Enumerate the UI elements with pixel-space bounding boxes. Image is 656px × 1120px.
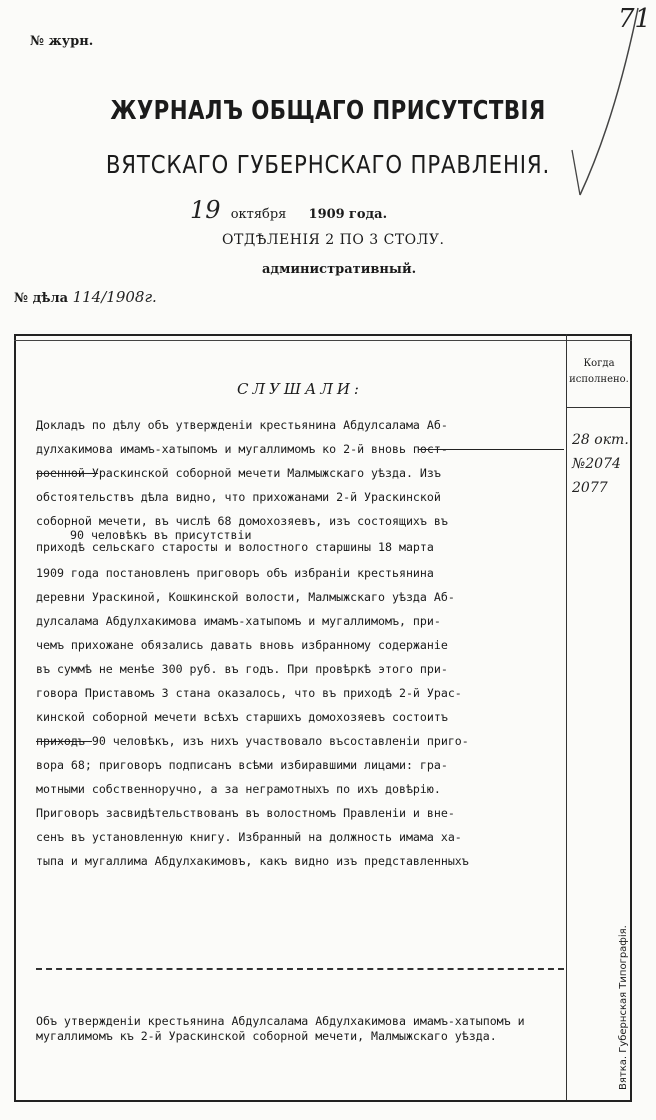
strike-mark	[36, 473, 98, 474]
date-year: 1909	[308, 207, 345, 222]
body-line: обстоятельствъ дѣла видно, что прихожанами 2-й Ураскинской	[36, 490, 441, 504]
page-subtitle: ВЯТСКАГО ГУБЕРНСКАГО ПРАВЛЕНІЯ.	[105, 150, 551, 179]
body-line: мотными собственноручно, а за неграмотныхъ по ихъ довѣрію.	[36, 782, 441, 796]
date-word: года.	[348, 207, 388, 222]
page-title: ЖУРНАЛЪ ОБЩАГО ПРИСУТСТВІЯ	[110, 96, 546, 126]
body-line: сенъ въ установленную книгу. Избранный на должность имама ха-	[36, 830, 462, 844]
case-number: 114/1908г.	[72, 288, 157, 306]
body-line: говора Приставомъ 3 стана оказалось, что въ приходѣ 2-й Урас-	[36, 686, 462, 700]
department-line: ОТДѢЛЕНІЯ 2 ПО 3 СТОЛУ.	[222, 232, 445, 248]
body-line: деревни Ураскиной, Кошкинской волости, Малмыжскаго уѣзда Аб-	[36, 590, 455, 604]
column-divider	[566, 334, 567, 1100]
body-line: соборной мечети, въ числѣ 68 домохозяевъ, изъ состоящихъ въ	[36, 514, 448, 528]
body-line: приходъ 90 человѣкъ, изъ нихъ участвовало въсоставленіи приго-	[36, 734, 469, 748]
category-line: административный.	[262, 262, 417, 277]
body-line: 1909 года постановленъ приговоръ объ избраніи крестьянина	[36, 566, 434, 580]
margin-notes	[572, 428, 632, 500]
margin-note: 28 окт.	[572, 432, 629, 448]
body-line: кинской соборной мечети всѣхъ старшихъ домохозяевъ состоитъ	[36, 710, 448, 724]
body-line: дулхакимова имамъ-хатыпомъ и мугаллимомъ ко 2-й вновь пост-	[36, 442, 448, 456]
strike-mark	[36, 741, 92, 742]
case-number-line	[14, 288, 157, 306]
date-line	[190, 196, 387, 224]
frame-inner-rule	[14, 340, 632, 341]
case-summary: Объ утвержденіи крестьянина Абдулсалама Абдулхакимова имамъ-хатыпомъ и мугаллимомъ къ 2-й Ураскинской соборной мечети, Малмыжскаго уѣзда.	[36, 1014, 525, 1043]
margin-note: №2074	[572, 456, 621, 472]
journal-number-label: № журн.	[30, 34, 94, 49]
body-line: Докладъ по дѣлу объ утвержденіи крестьянина Абдулсалама Аб-	[36, 418, 448, 432]
margin-note: 2077	[572, 480, 608, 496]
printer-imprint: Вятка. Губернская Типографія.	[618, 925, 629, 1090]
case-label: № дѣла	[14, 291, 69, 306]
body-line: вора 68; приговоръ подписанъ всѣми избиравшими лицами: гра-	[36, 758, 448, 772]
body-line: въ суммѣ не менѣе 300 руб. въ годъ. При провѣркѣ этого при-	[36, 662, 448, 676]
body-line: приходѣ сельскаго старосты и волостного старшины 18 марта	[36, 540, 434, 554]
body-line: чемъ прихожане обязались давать вновь избранному содержаніе	[36, 638, 448, 652]
inserted-correction: 90 человѣкъ въ присутствіи	[70, 528, 252, 542]
body-line: дулсалама Абдулхакимова имамъ-хатыпомъ и мугаллимомъ, при-	[36, 614, 441, 628]
date-month: октября	[230, 207, 287, 222]
body-line: Приговоръ засвидѣтельствованъ въ волостномъ Правленіи и вне-	[36, 806, 455, 820]
completion-column-header: Когда исполнено.	[569, 358, 629, 385]
dashed-separator	[36, 968, 564, 970]
column-head-rule	[566, 407, 630, 408]
section-heading: СЛУШАЛИ:	[237, 380, 363, 398]
corner-handwritten-number: 71	[618, 4, 652, 34]
strike-mark	[418, 449, 564, 450]
date-day: 19	[190, 196, 221, 224]
body-line: тыпа и мугаллима Абдулхакимовъ, какъ видно изъ представленныхъ	[36, 854, 469, 868]
body-line: роенной Ураскинской соборной мечети Малмыжскаго уѣзда. Изъ	[36, 466, 441, 480]
